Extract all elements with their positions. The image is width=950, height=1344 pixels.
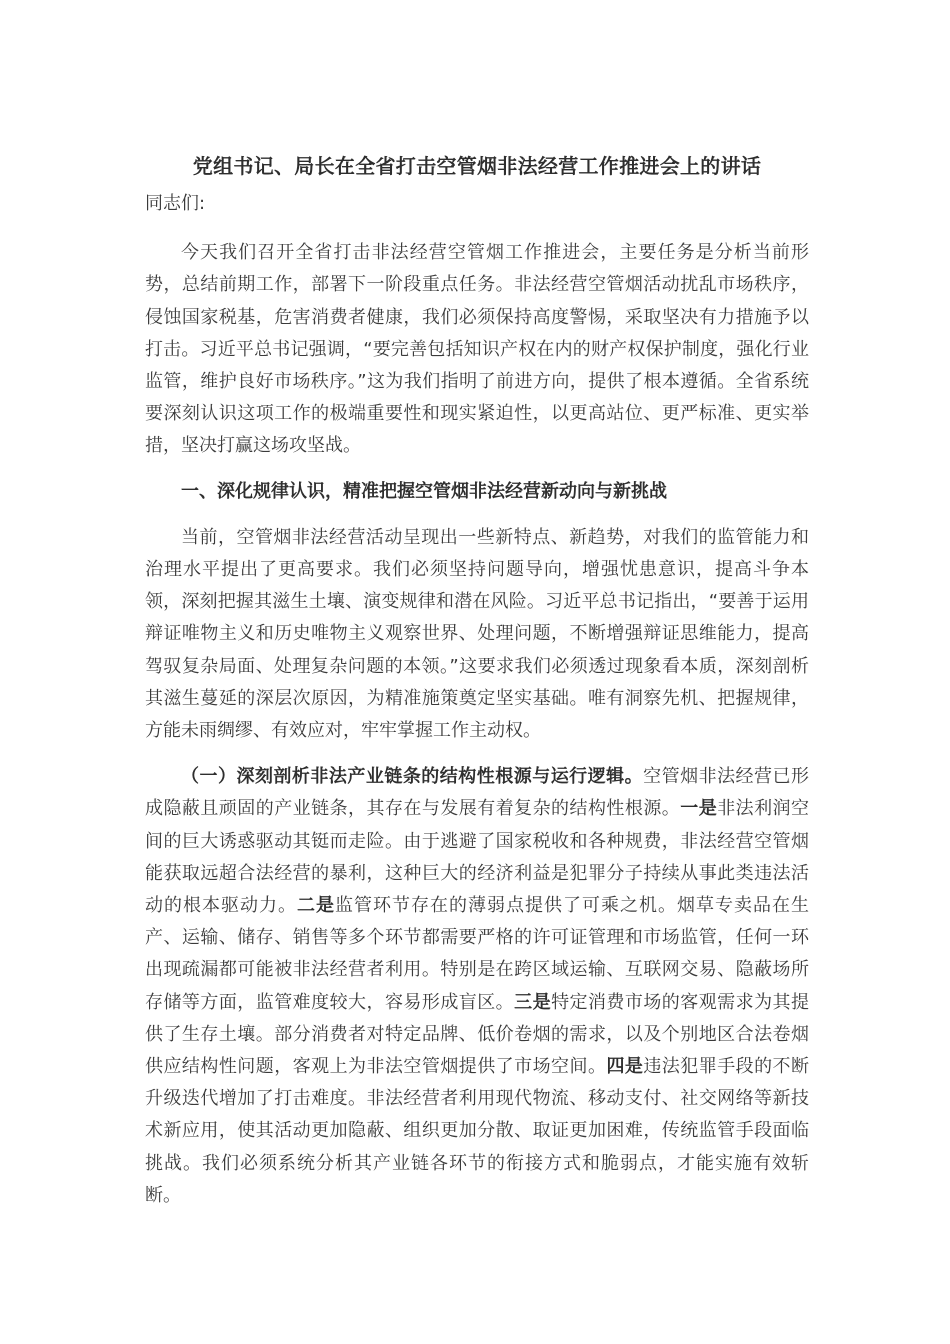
document-title: 党组书记、局长在全省打击空管烟非法经营工作推进会上的讲话 (192, 154, 762, 178)
point-marker-2: 二是 (297, 895, 335, 917)
section-heading-1: 一、深化规律认识，精准把握空管烟非法经营新动向与新挑战 (181, 480, 667, 502)
subsection-text-intro: 空管烟非法经营已形成隐蔽且顽固的产业链条，其存在与发展有着复杂的结构性根源。 (145, 766, 810, 820)
point-marker-1: 一是 (680, 798, 718, 820)
point-text-1: 非法利润空间的巨大诱惑驱动其铤而走险。由于逃避了国家税收和各种规费，非法经营空管烟能获取远超合法经营的暴利，这种巨大的经济利益是犯罪分子持续从事此类违法活动的根本驱动力。 (145, 798, 810, 917)
salutation: 同志们: (145, 193, 206, 214)
subsection-heading: （一）深刻剖析非法产业链条的结构性根源与运行逻辑。 (181, 766, 644, 788)
document-body (145, 148, 809, 1212)
subsection-1-paragraph (145, 761, 809, 1212)
point-text-4: 违法犯罪手段的不断升级迭代增加了打击难度。非法经营者利用现代物流、移动支付、社交网络等新技术新应用，使其活动更加隐蔽、组织更加分散、取证更加困难，传统监管手段面临挑战。我们必须系统分析其产业链各环节的衔接方式和脆弱点，才能实施有效斩断。 (145, 1056, 810, 1206)
point-marker-4: 四是 (606, 1056, 644, 1078)
point-text-3: 特定消费市场的客观需求为其提供了生存土壤。部分消费者对特定品牌、低价卷烟的需求，以及个别地区合法卷烟供应结构性问题，客观上为非法空管烟提供了市场空间。 (145, 991, 810, 1078)
intro-paragraph: 今天我们召开全省打击非法经营空管烟工作推进会，主要任务是分析当前形势，总结前期工作，部署下一阶段重点任务。非法经营空管烟活动扰乱市场秩序，侵蚀国家税基，危害消费者健康，我们必须保持高度警惕，采取坚决有力措施予以打击。习近平总书记强调，“要完善包括知识产权在内的财产权保护制度，强化行业监管，维护良好市场秩序。”这为我们指明了前进方向，提供了根本遵循。全省系统要深刻认识这项工作的极端重要性和现实紧迫性，以更高站位、更严标准、更实举措，坚决打赢这场攻坚战。 (145, 242, 809, 457)
point-marker-3: 三是 (514, 991, 552, 1013)
section-1-paragraph: 当前，空管烟非法经营活动呈现出一些新特点、新趋势，对我们的监管能力和治理水平提出了更高要求。我们必须坚持问题导向，增强忧患意识，提高斗争本领，深刻把握其滋生土壤、演变规律和潜在风险。习近平总书记指出，“要善于运用辩证唯物主义和历史唯物主义观察世界、处理问题，不断增强辩证思维能力，提高驾驭复杂局面、处理复杂问题的本领。”这要求我们必须透过现象看本质，深刻剖析其滋生蔓延的深层次原因，为精准施策奠定坚实基础。唯有洞察先机、把握规律，方能未雨绸缪、有效应对，牢牢掌握工作主动权。 (145, 526, 809, 742)
point-text-2: 监管环节存在的薄弱点提供了可乘之机。烟草专卖品在生产、运输、储存、销售等多个环节都需要严格的许可证管理和市场监管，任何一环出现疏漏都可能被非法经营者利用。特别是在跨区域运输、互联网交易、隐蔽场所存储等方面，监管难度较大，容易形成盲区。 (145, 895, 809, 1013)
